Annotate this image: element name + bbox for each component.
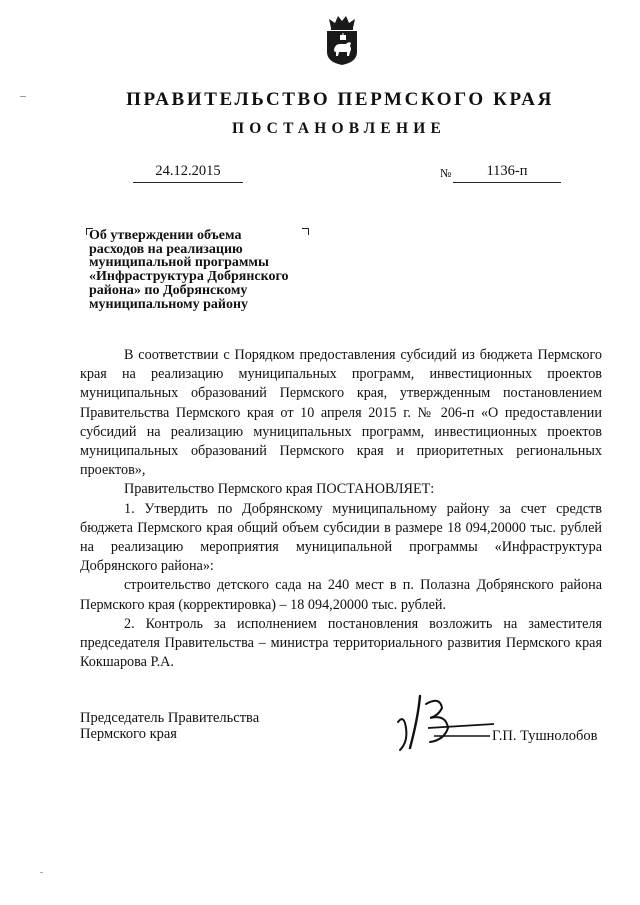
subject-line: Об утверждении объема bbox=[89, 228, 242, 243]
subject-line: «Инфраструктура Добрянского bbox=[89, 269, 289, 285]
document-date: 24.12.2015 bbox=[155, 163, 221, 179]
signer-title-line: Председатель Правительства bbox=[80, 710, 260, 726]
document-number: 1136-п bbox=[486, 163, 528, 179]
signer-title-line: Пермского края bbox=[80, 725, 177, 742]
body-paragraph-resolves: Правительство Пермского края ПОСТАНОВЛЯЕТ: bbox=[124, 481, 435, 498]
handwritten-signature bbox=[390, 688, 500, 758]
body-paragraph-preamble: В соответствии с Порядком предоставления субсидий из бюджета Пермского края на реализацию муниципальных программ, инвестиционных проектов муниципальных образований Пермского края, утвержденным постановлением Правительства Пермского края от 10 апреля 2015 г. № 206-п «О предоставлении субсидий на реализацию муниципальных программ, инвестиционных проектов муниципальных образований Пермского края и приоритетных региональных проектов», bbox=[80, 347, 602, 479]
government-title: ПРАВИТЕЛЬСТВО ПЕРМСКОГО КРАЯ bbox=[126, 89, 554, 110]
scan-mark bbox=[40, 872, 43, 873]
subject-line: расходов на реализацию bbox=[89, 241, 243, 257]
subject-line: муниципальному району bbox=[89, 296, 249, 312]
document-body bbox=[80, 346, 602, 672]
body-paragraph-item-1-detail: строительство детского сада на 240 мест в п. Полазна Добрянского района Пермского края (корректировка) – 18 094,20000 тыс. рублей. bbox=[80, 577, 602, 613]
signer-name: Г.П. Тушнолобов bbox=[492, 728, 598, 744]
document-subject bbox=[89, 229, 309, 311]
document-type-heading: ПОСТАНОВЛЕНИЕ bbox=[231, 120, 447, 137]
number-sign: № bbox=[440, 166, 452, 180]
perm-krai-coat-of-arms-icon bbox=[323, 14, 361, 66]
subject-line: района» по Добрянскому bbox=[89, 282, 248, 298]
signer-title bbox=[80, 711, 259, 742]
body-paragraph-item-1: 1. Утвердить по Добрянскому муниципальному району за счет средств бюджета Пермского края общий объем субсидии в размере 18 094,20000 тыс. рублей на реализацию мероприятия муниципальной программы «Инфраструктура Добрянского района»: bbox=[80, 500, 602, 575]
scan-mark bbox=[20, 96, 26, 97]
body-paragraph-item-2: 2. Контроль за исполнением постановления возложить на заместителя председателя Правительства – министра территориального развития Пермского края Кокшарова Р.А. bbox=[80, 615, 602, 671]
subject-line: муниципальной программы bbox=[89, 255, 269, 271]
